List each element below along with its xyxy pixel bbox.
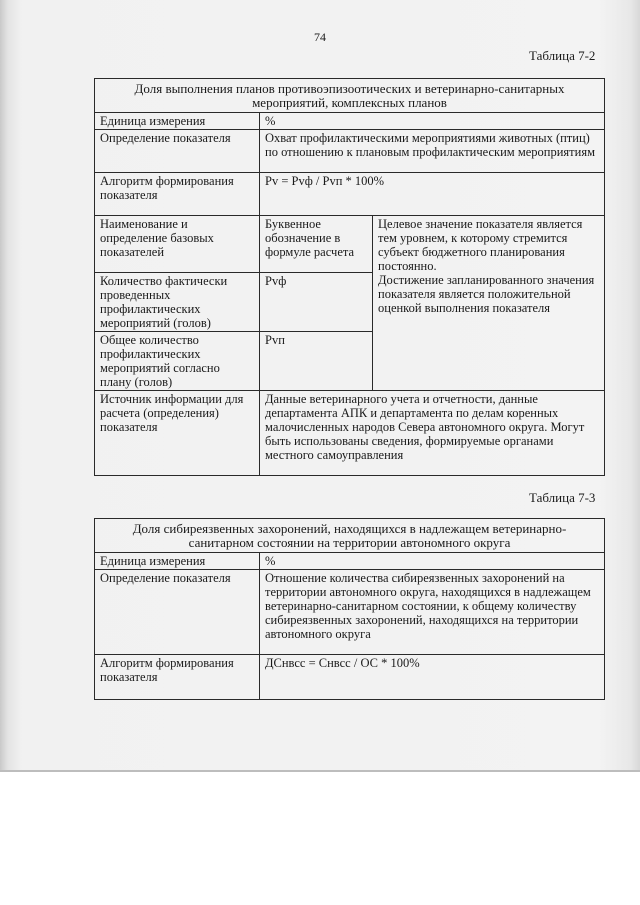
- table-7-2-title: Доля выполнения планов противоэпизоотических и ветеринарно-санитарных мероприятий, комплексных планов: [95, 79, 605, 113]
- letter-designation-header: Буквенное обозначение в формуле расчета: [260, 216, 373, 273]
- definition-label: Определение показателя: [95, 130, 260, 173]
- table-7-3-title: Доля сибиреязвенных захоронений, находящихся в надлежащем ветеринарно-санитарном состоянии на территории автономного округа: [95, 519, 605, 553]
- unit-value: %: [260, 553, 605, 570]
- table-7-2: [94, 78, 605, 476]
- algorithm-formula: ДСнвсс = Снвсс / ОС * 100%: [260, 655, 605, 700]
- actual-count-label: Количество фактически проведенных профилактических мероприятий (голов): [95, 273, 260, 332]
- source-label: Источник информации для расчета (определения) показателя: [95, 391, 260, 476]
- algorithm-formula: Рv = Рvф / Рvп * 100%: [260, 173, 605, 216]
- total-count-symbol: Рvп: [260, 332, 373, 391]
- unit-label: Единица измерения: [95, 553, 260, 570]
- definition-value: Охват профилактическими мероприятиями животных (птиц) по отношению к плановым профилактическим мероприятиям: [260, 130, 605, 173]
- achievement-text: Достижение запланированного значения показателя является положительной оценкой выполнения показателя: [378, 273, 595, 315]
- base-indicators-header: Наименование и определение базовых показателей: [95, 216, 260, 273]
- algorithm-label: Алгоритм формирования показателя: [95, 655, 260, 700]
- target-value-note: [373, 216, 605, 391]
- target-value-text: Целевое значение показателя является тем уровнем, к которому стремится субъект бюджетного планирования постоянно.: [378, 217, 583, 273]
- table-7-2-label: Таблица 7-2: [529, 48, 596, 63]
- unit-label: Единица измерения: [95, 113, 260, 130]
- unit-value: %: [260, 113, 605, 130]
- algorithm-label: Алгоритм формирования показателя: [95, 173, 260, 216]
- source-value: Данные ветеринарного учета и отчетности, данные департамента АПК и департамента по делам коренных малочисленных народов Севера автономного округа. Могут быть использованы сведения, формируемые органами местного самоуправления: [260, 391, 605, 476]
- definition-label: Определение показателя: [95, 570, 260, 655]
- page-number: 74: [314, 30, 326, 44]
- total-count-label: Общее количество профилактических мероприятий согласно плану (голов): [95, 332, 260, 391]
- definition-value: Отношение количества сибиреязвенных захоронений на территории автономного округа, находящихся в надлежащем ветеринарно-санитарном состоянии, к общему количеству сибиреязвенных захоронений, находящихся на территории автономного округа: [260, 570, 605, 655]
- scan-edge: [0, 770, 640, 772]
- table-7-3-label: Таблица 7-3: [529, 490, 596, 505]
- table-7-3: [94, 518, 605, 700]
- actual-count-symbol: Рvф: [260, 273, 373, 332]
